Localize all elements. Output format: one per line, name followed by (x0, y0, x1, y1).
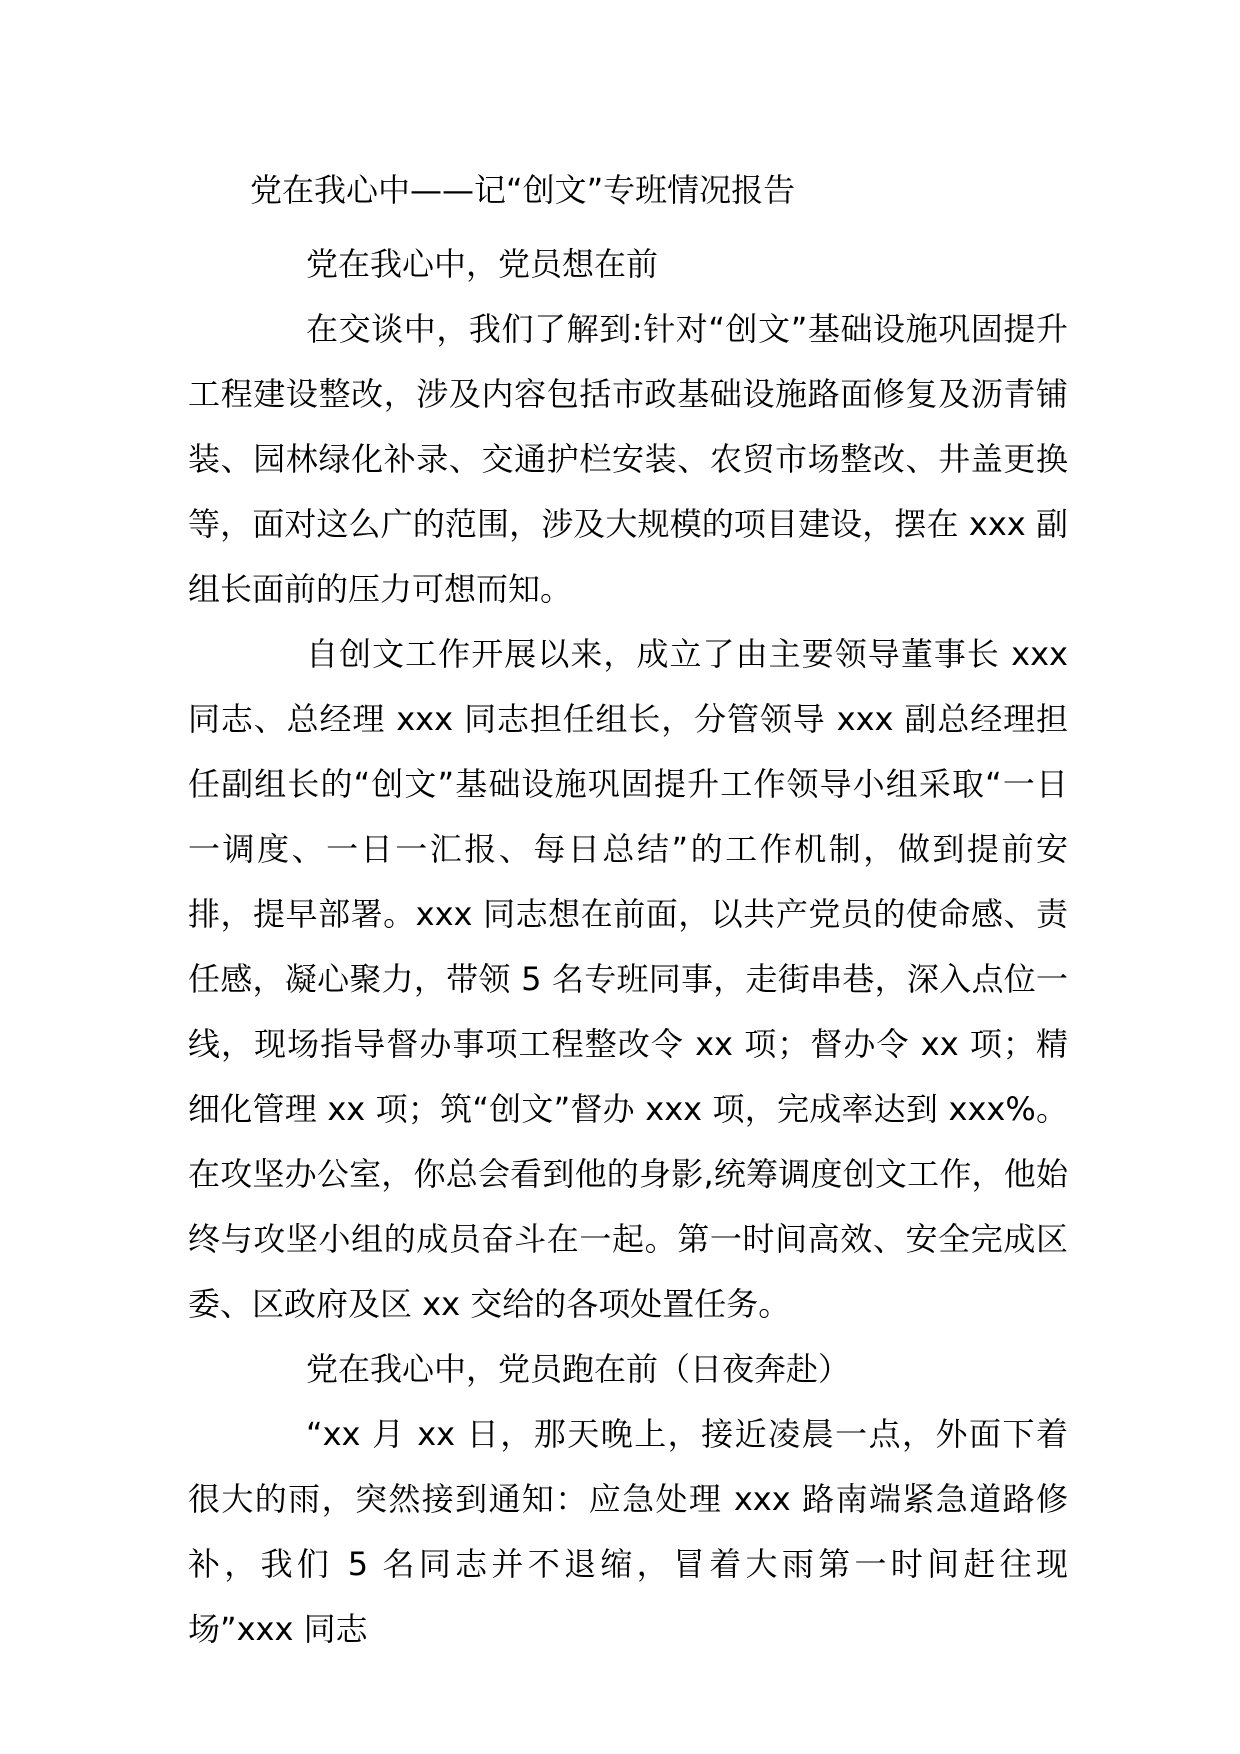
paragraph-2: 自创文工作开展以来，成立了由主要领导董事长 xxx 同志、总经理 xxx 同志担任组长，分管领导 xxx 副总经理担任副组长的“创文”基础设施巩固提升工作领导小组采取“一日一调度、一日一汇报、每日总结”的工作机制，做到提前安排，提早部署。xxx 同志想在前面，以共产党员的使命感、责任感，凝心聚力，带领 5 名专班同事，走街串巷，深入点位一线，现场指导督办事项工程整改令 xx 项；督办令 xx 项；精细化管理 xx 项；筑“创文”督办 xxx 项，完成率达到 xxx%。在攻坚办公室，你总会看到他的身影,统筹调度创文工作，他始终与攻坚小组的成员奋斗在一起。第一时间高效、安全完成区委、区政府及区 xx 交给的各项处置任务。 (188, 635, 1068, 1323)
paragraph-1: 在交谈中，我们了解到:针对“创文”基础设施巩固提升工程建设整改，涉及内容包括市政基础设施路面修复及沥青铺装、园林绿化补录、交通护栏安装、农贸市场整改、井盖更换等，面对这么广的范围，涉及大规模的项目建设，摆在 xxx 副组长面前的压力可想而知。 (188, 310, 1068, 608)
section-heading-2: 党在我心中，党员跑在前（日夜奔赴） (306, 1350, 851, 1388)
document-title: 党在我心中——记“创文”专班情况报告 (250, 171, 796, 209)
paragraph-3: “xx 月 xx 日，那天晚上，接近凌晨一点，外面下着很大的雨，突然接到通知：应急处理 xxx 路南端紧急道路修补，我们 5 名同志并不退缩，冒着大雨第一时间赶往现场”xxx 同志 (188, 1415, 1068, 1648)
document-body (188, 232, 1068, 1662)
section-heading-1: 党在我心中，党员想在前 (306, 245, 659, 283)
